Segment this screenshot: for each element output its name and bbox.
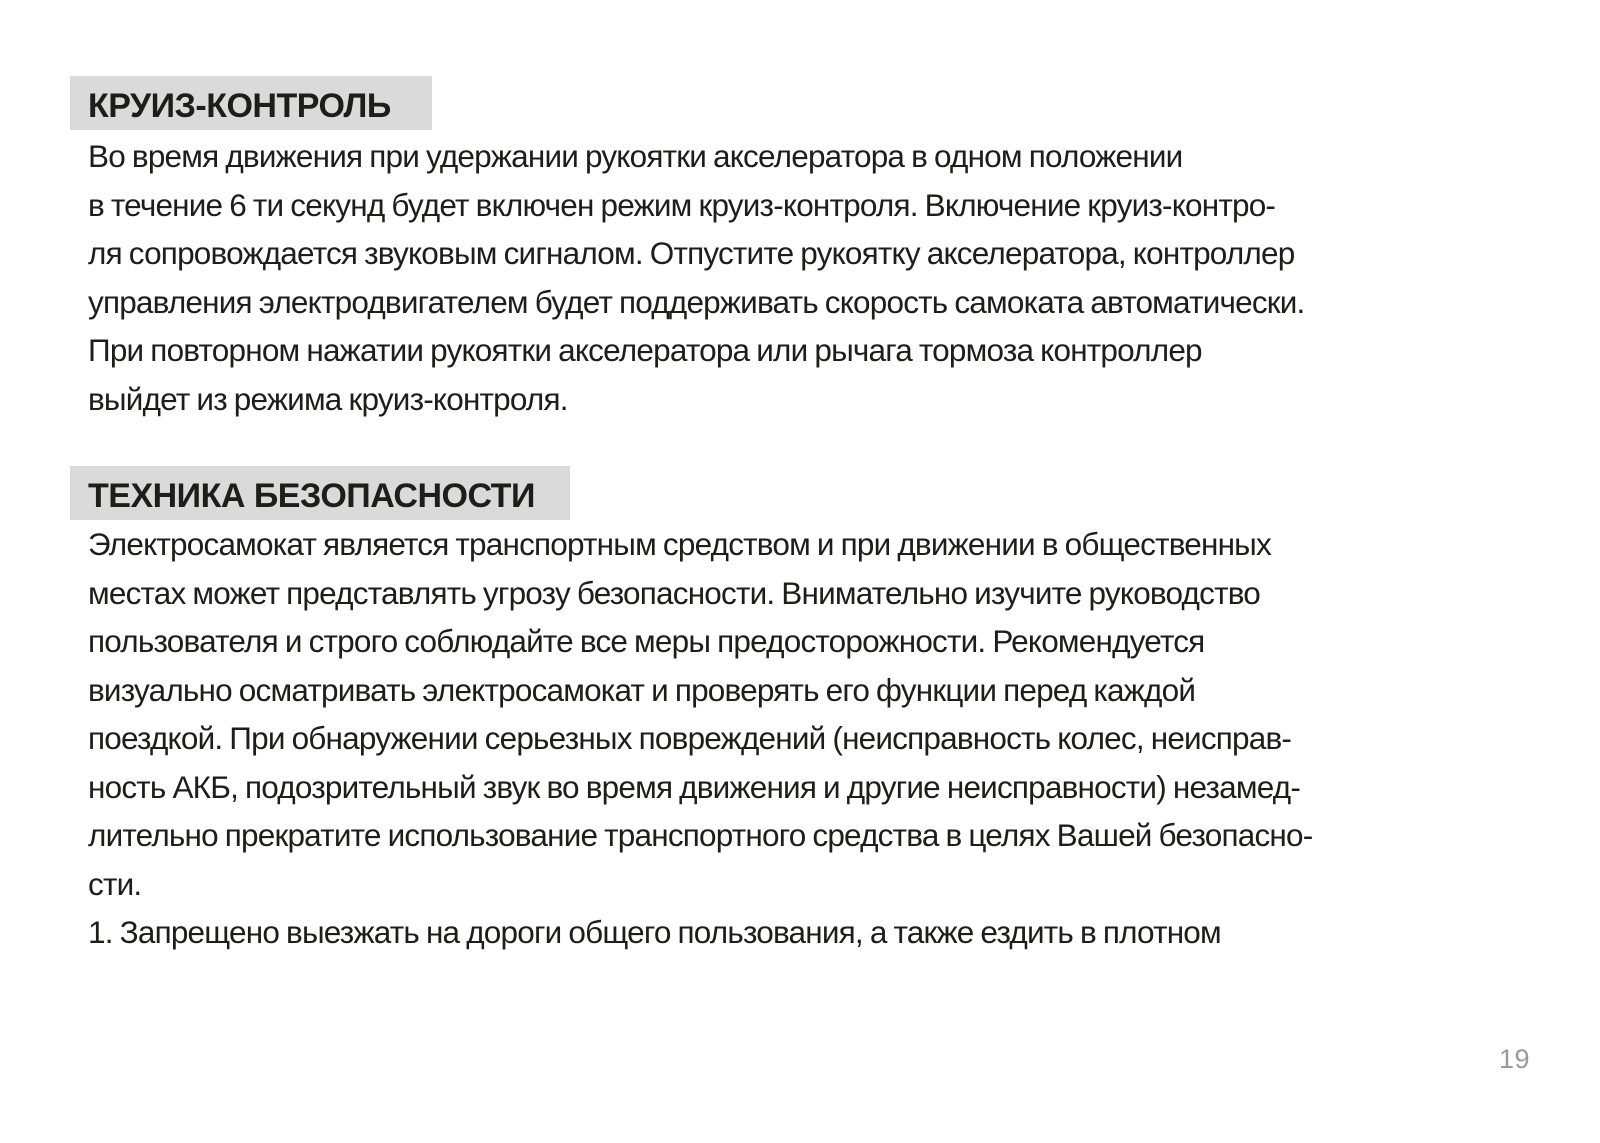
- paragraph-line: Во время движения при удержании рукоятки акселератора в одном положении: [88, 138, 1183, 174]
- paragraph-line: Электросамокат является транспортным средством и при движении в общественных: [88, 526, 1271, 562]
- paragraph-line: управления электродвигателем будет поддерживать скорость самоката автоматически.: [88, 283, 1305, 320]
- paragraph-line: При повторном нажатии рукоятки акселератора или рычага тормоза контроллер: [88, 332, 1202, 368]
- paragraph-line: 1. Запрещено выезжать на дороги общего пользования, а также ездить в плотном: [88, 914, 1221, 950]
- paragraph-line: ля сопровождается звуковым сигналом. Отпустите рукоятку акселератора, контроллер: [88, 235, 1295, 271]
- page-number: 19: [1498, 1044, 1530, 1074]
- paragraph-line: ность АКБ, подозрительный звук во время движения и другие неисправности) незамед-: [88, 768, 1301, 805]
- section-heading-cruise-control: КРУИЗ-КОНТРОЛЬ: [70, 76, 432, 130]
- paragraph-line: пользователя и строго соблюдайте все меры предосторожности. Рекомендуется: [88, 623, 1205, 659]
- paragraph-line: в течение 6 ти секунд будет включен режим круиз-контроля. Включение круиз-контро-: [88, 186, 1276, 223]
- section-heading-safety: ТЕХНИКА БЕЗОПАСНОСТИ: [70, 466, 570, 520]
- paragraph-line: выйдет из режима круиз-контроля.: [88, 380, 568, 417]
- paragraph-line: визуально осматривать электросамокат и проверять его функции перед каждой: [88, 671, 1196, 708]
- cruise-control-paragraph: [88, 132, 1305, 423]
- paragraph-line: поездкой. При обнаружении серьезных повреждений (неисправность колес, неисправ-: [88, 720, 1292, 756]
- safety-paragraph: [88, 520, 1312, 957]
- paragraph-line: сти.: [88, 865, 142, 902]
- paragraph-line: местах может представлять угрозу безопасности. Внимательно изучите руководство: [88, 574, 1260, 611]
- paragraph-line: лительно прекратите использование транспортного средства в целях Вашей безопасно-: [88, 817, 1313, 853]
